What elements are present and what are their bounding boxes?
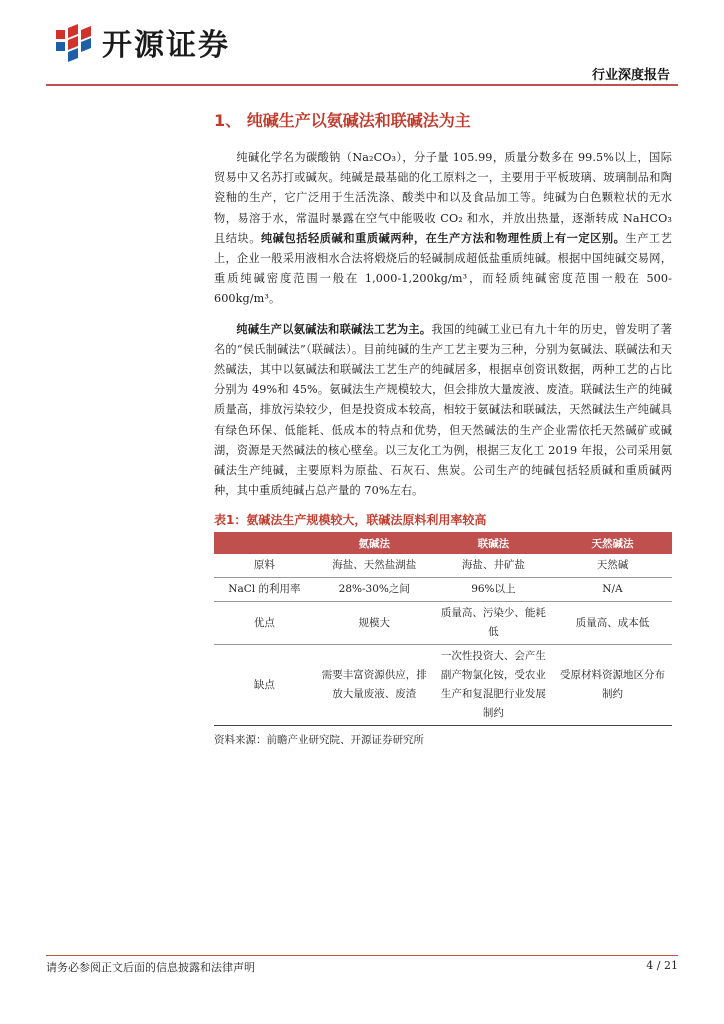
page-number: 4 / 21: [646, 959, 678, 972]
report-type-label: 行业深度报告: [591, 68, 670, 83]
table-cell: 缺点: [214, 645, 315, 726]
table-cell: 优点: [214, 602, 315, 645]
table-header-cell: [214, 532, 315, 554]
table-cell: N/A: [553, 578, 672, 602]
company-logo: [54, 20, 230, 64]
paragraph-2-bold: 纯碱生产以氨碱法和联碱法工艺为主。: [236, 322, 432, 336]
header-divider: [46, 84, 678, 86]
table-cell: 海盐、天然盐湖盐: [315, 554, 434, 578]
table-cell: 海盐、井矿盐: [434, 554, 553, 578]
logo-mark-icon: [54, 20, 98, 64]
paragraph-2-text: 我国的纯碱工业已有九十年的历史，曾发明了著名的“侯氏制碱法”（联碱法）。目前纯碱的生产工艺主要为三种，分别为氨碱法、联碱法和天然碱法，其中以氨碱法和联碱法工艺生产的纯碱居多，根据卓创资讯数据，两种工艺的占比分别为 49%和 45%。氨碱法生产规模较大，但会排放大量废液、废渣。联碱法生产的纯碱质量高，排放污染较少，但是投资成本较高，相较于氨碱法和联碱法，天然碱法生产纯碱具有绿色环保、低能耗、低成本的特点和优势，但天然碱法的生产企业需依托天然碱矿或碱湖，资源是天然碱法的核心壁垒。以三友化工为例，根据三友化工 2019 年报，公司采用氨碱法生产纯碱，主要原料为原盐、石灰石、焦炭。公司生产的纯碱包括轻质碱和重质碱两种，其中重质纯碱占总产量的 70%左右。: [214, 322, 673, 498]
footer-divider: [46, 955, 678, 956]
paragraph-1-text-a: 纯碱化学名为碳酸钠（Na₂CO₃），分子量 105.99，质量分数多在 99.5%以上，国际贸易中又名苏打或碱灰。纯碱是最基础的化工原料之一，主要用于平板玻璃、玻璃制品和陶瓷釉的生产，它广泛用于生活洗涤、酸类中和以及食品加工等。纯碱为白色颗粒状的无水物，易溶于水，常温时暴露在空气中能吸收 CO₂ 和水，并放出热量，逐渐转成 NaHCO₃ 且结块。: [214, 151, 672, 245]
paragraph-1: [214, 148, 672, 310]
table-cell: 质量高、污染少、能耗低: [434, 602, 553, 645]
table-cell: 天然碱: [553, 554, 672, 578]
table-cell: 一次性投资大、会产生副产物氯化铵，受农业生产和复混肥行业发展制约: [434, 645, 553, 726]
paragraph-1-text-b: 生产工艺上，企业一般采用液相水合法将煅烧后的轻碱制成超低盐重质纯碱。根据中国纯碱交易网，重质纯碱密度范围一般在 1,000-1,200kg/m³，而轻质纯碱密度范围一般在 500-600kg/m³。: [214, 231, 673, 306]
table-cell: 需要丰富资源供应，排放大量废液、废渣: [315, 645, 434, 726]
table-title: 表1：氨碱法生产规模较大，联碱法原料利用率较高: [214, 513, 487, 528]
process-comparison-table: [214, 532, 672, 726]
table-cell: 原料: [214, 554, 315, 578]
table-header-row: [214, 532, 672, 554]
table-row: [214, 554, 672, 578]
table-header-cell: 联碱法: [434, 532, 553, 554]
table-header-cell: 天然碱法: [553, 532, 672, 554]
table-source: 资料来源：前瞻产业研究院、开源证券研究所: [214, 734, 424, 747]
table-cell: 受原材料资源地区分布制约: [553, 645, 672, 726]
table-row: [214, 645, 672, 726]
table-cell: 96%以上: [434, 578, 553, 602]
table-header-cell: 氨碱法: [315, 532, 434, 554]
table-cell: 质量高、成本低: [553, 602, 672, 645]
paragraph-2: [214, 320, 672, 502]
footer-disclaimer: 请务必参阅正文后面的信息披露和法律声明: [46, 961, 255, 974]
table-cell: 28%-30%之间: [315, 578, 434, 602]
paragraph-1-bold: 纯碱包括轻质碱和重质碱两种，在生产方法和物理性质上有一定区别。: [261, 231, 626, 245]
table-row: [214, 602, 672, 645]
logo-text: 开源证券: [102, 28, 230, 63]
table-row: [214, 578, 672, 602]
table-cell: 规模大: [315, 602, 434, 645]
table-cell: NaCl 的利用率: [214, 578, 315, 602]
main-content: [214, 148, 672, 747]
section-title: 1、 纯碱生产以氨碱法和联碱法为主: [214, 111, 471, 130]
